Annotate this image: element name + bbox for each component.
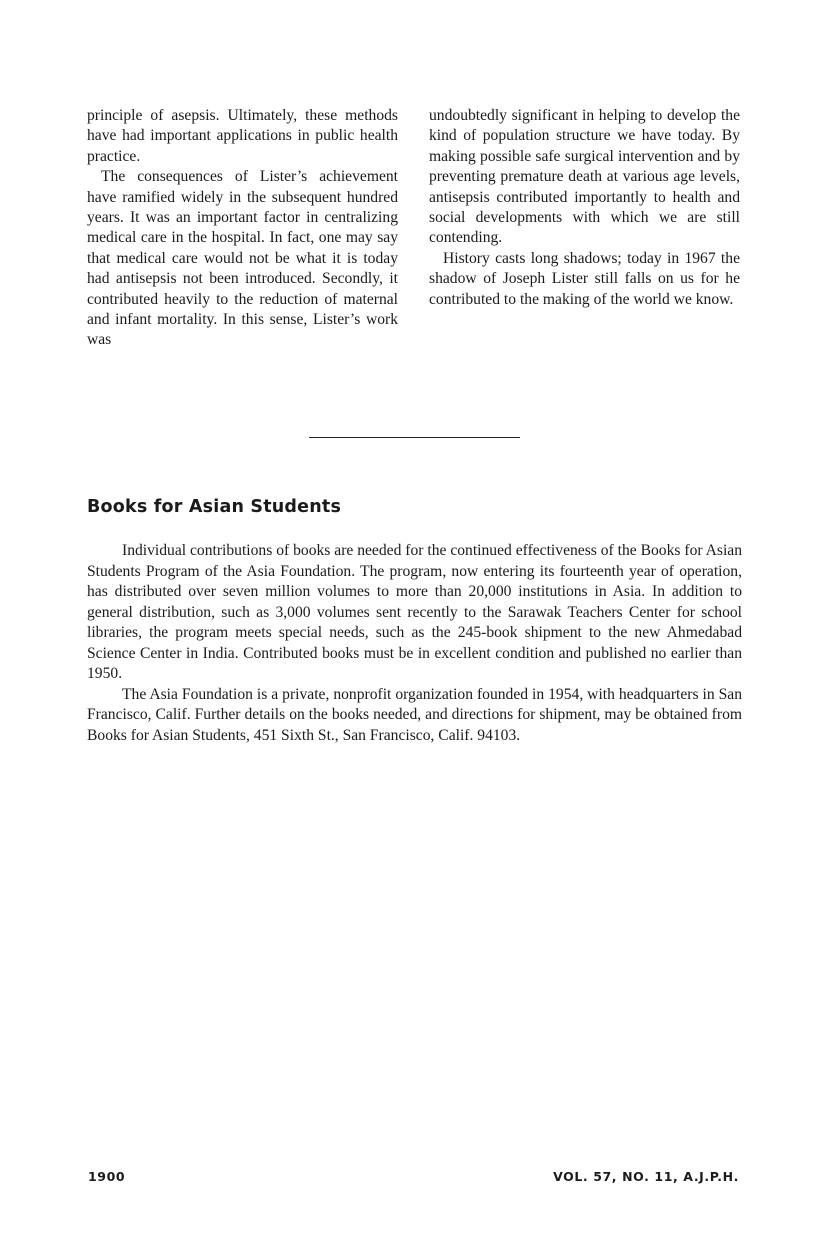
notice-body (87, 541, 742, 746)
journal-reference: VOL. 57, NO. 11, A.J.P.H. (553, 1169, 739, 1184)
article-paragraph: The consequences of Lister’s achievement have ramified widely in the subsequent hundred years. It was an important factor in centralizing medical care in the hospital. In fact, one may say that medical care would not be what it is today had antisepsis not been introduced. Secondly, it contributed heavily to the reduction of maternal and infant mortality. In this sense, Lister’s work was (87, 168, 398, 349)
article-right-column (429, 106, 740, 310)
section-divider (309, 437, 520, 438)
notice-paragraph: The Asia Foundation is a private, nonprofit organization founded in 1954, with headquarters in San Francisco, Calif. Further details on the books needed, and directions for shipment, may be obtained from Books for Asian Students, 451 Sixth St., San Francisco, Calif. 94103. (87, 685, 742, 744)
notice-heading: Books for Asian Students (87, 497, 342, 517)
page-number: 1900 (88, 1169, 126, 1184)
notice-paragraph: Individual contributions of books are needed for the continued effectiveness of the Books for Asian Students Program of the Asia Foundation. The program, now entering its fourteenth year of operation, has distributed over seven million volumes to more than 20,000 institutions in Asia. In addition to general distribution, such as 3,000 volumes sent recently to the Sarawak Teachers Center for school libraries, the program meets special needs, such as the 245-book shipment to the new Ahmedabad Science Center in India. Contributed books must be in excellent condition and published no earlier than 1950. (87, 542, 742, 682)
article-paragraph: History casts long shadows; today in 1967 the shadow of Joseph Lister still falls on us for he contributed to the making of the world we know. (429, 249, 740, 308)
article-paragraph: undoubtedly significant in helping to develop the kind of population structure we have today. By making possible safe surgical intervention and by preventing premature death at various age levels, antisepsis contributed importantly to health and social developments with which we are still contending. (429, 107, 740, 247)
article-paragraph: principle of asepsis. Ultimately, these methods have had important applications in public health practice. (87, 107, 398, 165)
article-left-column (87, 106, 398, 351)
